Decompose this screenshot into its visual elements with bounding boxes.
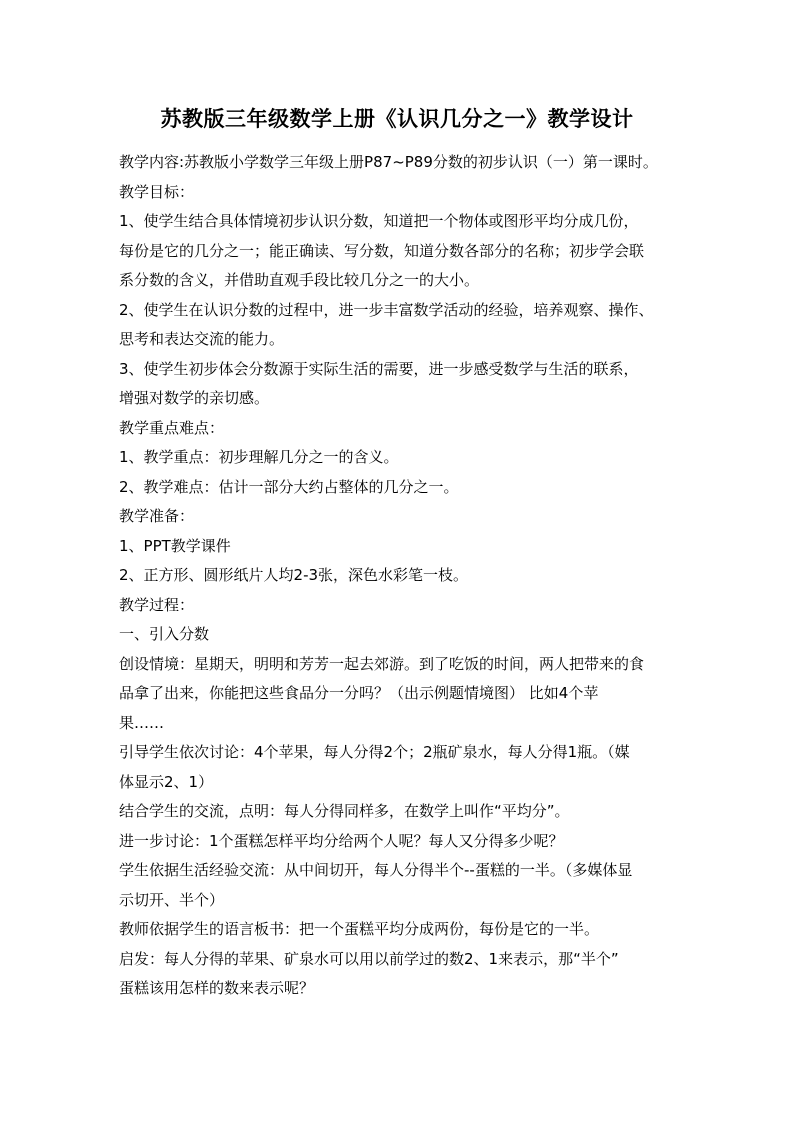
text-line: 品拿了出来，你能把这些食品分一分吗？（出示例题情境图） 比如4个苹 [119, 684, 599, 702]
text-line: 果…… [119, 713, 165, 732]
text-line: 3、使学生初步体会分数源于实际生活的需要，进一步感受数学与生活的联系， [119, 359, 639, 378]
text-line: 教学内容:苏教版小学数学三年级上册P87~P89分数的初步认识（一）第一课时。 [119, 153, 658, 171]
text-line: 体显示2、1） [119, 772, 214, 791]
text-line: 1、使学生结合具体情境初步认识分数，知道把一个物体或图形平均分成几份， [119, 212, 639, 230]
text-line: 进一步讨论：1个蛋糕怎样平均分给两个人呢？每人又分得多少呢？ [119, 831, 564, 850]
text-line: 教学准备： [119, 507, 195, 525]
text-line: 教师依据学生的语言板书：把一个蛋糕平均分成两份，每份是它的一半。 [119, 920, 600, 938]
text-line: 一、引入分数 [119, 625, 210, 643]
text-line: 增强对数学的亲切感。 [119, 389, 270, 407]
text-line: 创设情境：星期天，明明和芳芳一起去郊游。到了吃饭的时间，两人把带来的食 [119, 654, 645, 673]
text-line: 教学过程： [119, 595, 195, 614]
text-line: 蛋糕该用怎样的数来表示呢？ [119, 979, 315, 997]
text-line: 引导学生依次讨论：4个苹果，每人分得2个；2瓶矿泉水，每人分得1瓶。（媒 [119, 743, 630, 761]
text-line: 示切开、半个） [119, 890, 225, 909]
document-title: 苏教版三年级数学上册《认识几分之一》教学设计 [160, 106, 634, 131]
text-line: 思考和表达交流的能力。 [119, 330, 285, 348]
text-line: 教学目标： [119, 182, 195, 201]
text-line: 系分数的含义，并借助直观手段比较几分之一的大小。 [119, 271, 480, 289]
text-line: 启发：每人分得的苹果、矿泉水可以用以前学过的数2、1来表示，那“半个” [119, 949, 619, 968]
text-line: 2、正方形、圆形纸片人均2-3张，深色水彩笔一枝。 [119, 566, 469, 584]
text-line: 学生依据生活经验交流：从中间切开，每人分得半个--蛋糕的一半。（多媒体显 [119, 861, 633, 879]
text-line: 教学重点难点： [119, 418, 225, 437]
text-line: 1、PPT教学课件 [119, 536, 231, 555]
text-line: 每份是它的几分之一；能正确读、写分数，知道分数各部分的名称；初步学会联 [119, 241, 645, 260]
document-body [119, 148, 682, 1004]
text-line: 1、教学重点：初步理解几分之一的含义。 [119, 448, 399, 466]
text-line: 结合学生的交流，点明：每人分得同样多，在数学上叫作“平均分”。 [119, 802, 570, 820]
text-line: 2、使学生在认识分数的过程中，进一步丰富数学活动的经验，培养观察、操作、 [119, 300, 654, 319]
text-line: 2、教学难点：估计一部分大约占整体的几分之一。 [119, 477, 459, 496]
